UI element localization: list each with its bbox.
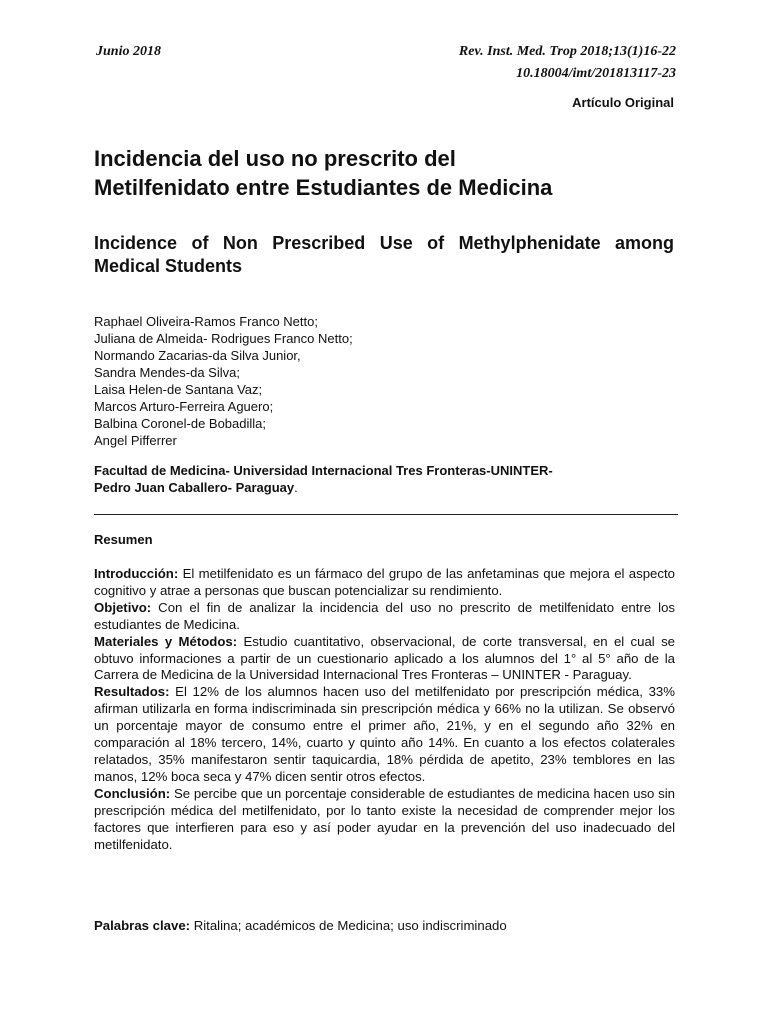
- abstract-methods: [94, 634, 675, 685]
- author: Raphael Oliveira-Ramos Franco Netto;: [94, 314, 318, 329]
- author: Angel Pifferrer: [94, 433, 177, 448]
- abstract-body: [94, 566, 675, 853]
- abstract-results: [94, 684, 675, 785]
- affiliation: [94, 462, 684, 496]
- doi: 10.18004/imt/201813117-23: [516, 66, 676, 81]
- abstract-introduction: [94, 566, 675, 600]
- author: Laisa Helen-de Santana Vaz;: [94, 382, 263, 397]
- section-divider: [94, 514, 678, 515]
- affiliation-period: .: [294, 480, 298, 495]
- objective-label: Objetivo:: [94, 599, 152, 615]
- author: Balbina Coronel-de Bobadilla;: [94, 416, 267, 431]
- issue-date: Junio 2018: [96, 44, 161, 59]
- journal-citation: Rev. Inst. Med. Trop 2018;13(1)16-22: [458, 44, 676, 59]
- conclusion-label: Conclusión:: [94, 785, 171, 801]
- affiliation-line-2: [94, 479, 684, 496]
- title-english: Incidence of Non Prescribed Use of Methylphenidate among Medical Students: [94, 233, 674, 276]
- author: Sandra Mendes-da Silva;: [94, 365, 240, 380]
- abstract-heading: Resumen: [94, 532, 153, 547]
- conclusion-text: Se percibe que un porcentaje considerable de estudiantes de medicina hacen uso sin prescripción médica del metilfenidato, por lo tanto existe la necesidad de comprender mejor los factores que interfieren para eso y así poder ayudar en la prevención del uso inadecuado del metilfenidato.: [94, 785, 675, 852]
- title-spanish: [94, 144, 684, 202]
- results-text: El 12% de los alumnos hacen uso del metilfenidato por prescripción médica, 33% afirman utilizarla en forma indiscriminada sin prescripción médica y 66% no la utilizan. Se observó un porcentaje mayor de consumo entre el primer año, 21%, y en el segundo año 32% en comparación al 18% tercero, 14%, cuarto y quinto año 14%. En cuanto a los efectos colaterales relatados, 35% manifestaron sentir taquicardia, 18% pérdida de apetito, 23% temblores en las manos, 12% boca seca y 47% dicen sentir otros efectos.: [94, 684, 675, 784]
- methods-label: Materiales y Métodos:: [94, 633, 238, 649]
- affiliation-line-1: Facultad de Medicina- Universidad Internacional Tres Fronteras-UNINTER-: [94, 463, 553, 478]
- objective-text: Con el fin de analizar la incidencia del uso no prescrito de metilfenidato entre los estudiantes de Medicina.: [94, 599, 675, 632]
- title-spanish-line-1: Incidencia del uso no prescrito del: [94, 146, 456, 171]
- author: Normando Zacarias-da Silva Junior,: [94, 348, 301, 363]
- keywords: [94, 918, 507, 933]
- title-spanish-line-2: Metilfenidato entre Estudiantes de Medicina: [94, 175, 553, 200]
- affiliation-line-2-text: Pedro Juan Caballero- Paraguay: [94, 480, 295, 495]
- author-list: [94, 313, 353, 449]
- abstract-conclusion: [94, 786, 675, 854]
- introduction-label: Introducción:: [94, 566, 179, 581]
- abstract-objective: [94, 600, 675, 634]
- keywords-text: Ritalina; académicos de Medicina; uso indiscriminado: [190, 918, 507, 933]
- methods-text: Estudio cuantitativo, observacional, de corte transversal, en el cual se obtuvo informaciones a partir de un cuestionario aplicado a los alumnos del 1° al 5° año de la Carrera de Medicina de la Universidad Internacional Tres Fronteras – UNINTER - Paraguay.: [94, 633, 675, 683]
- article-type: Artículo Original: [572, 95, 674, 110]
- introduction-text: El metilfenidato es un fármaco del grupo de las anfetaminas que mejora el aspecto cognitivo y atrae a personas que buscan potencializar su rendimiento.: [94, 566, 675, 598]
- results-label: Resultados:: [94, 684, 170, 700]
- keywords-label: Palabras clave:: [94, 918, 191, 933]
- author: Marcos Arturo-Ferreira Aguero;: [94, 399, 274, 414]
- author: Juliana de Almeida- Rodrigues Franco Netto;: [94, 331, 353, 346]
